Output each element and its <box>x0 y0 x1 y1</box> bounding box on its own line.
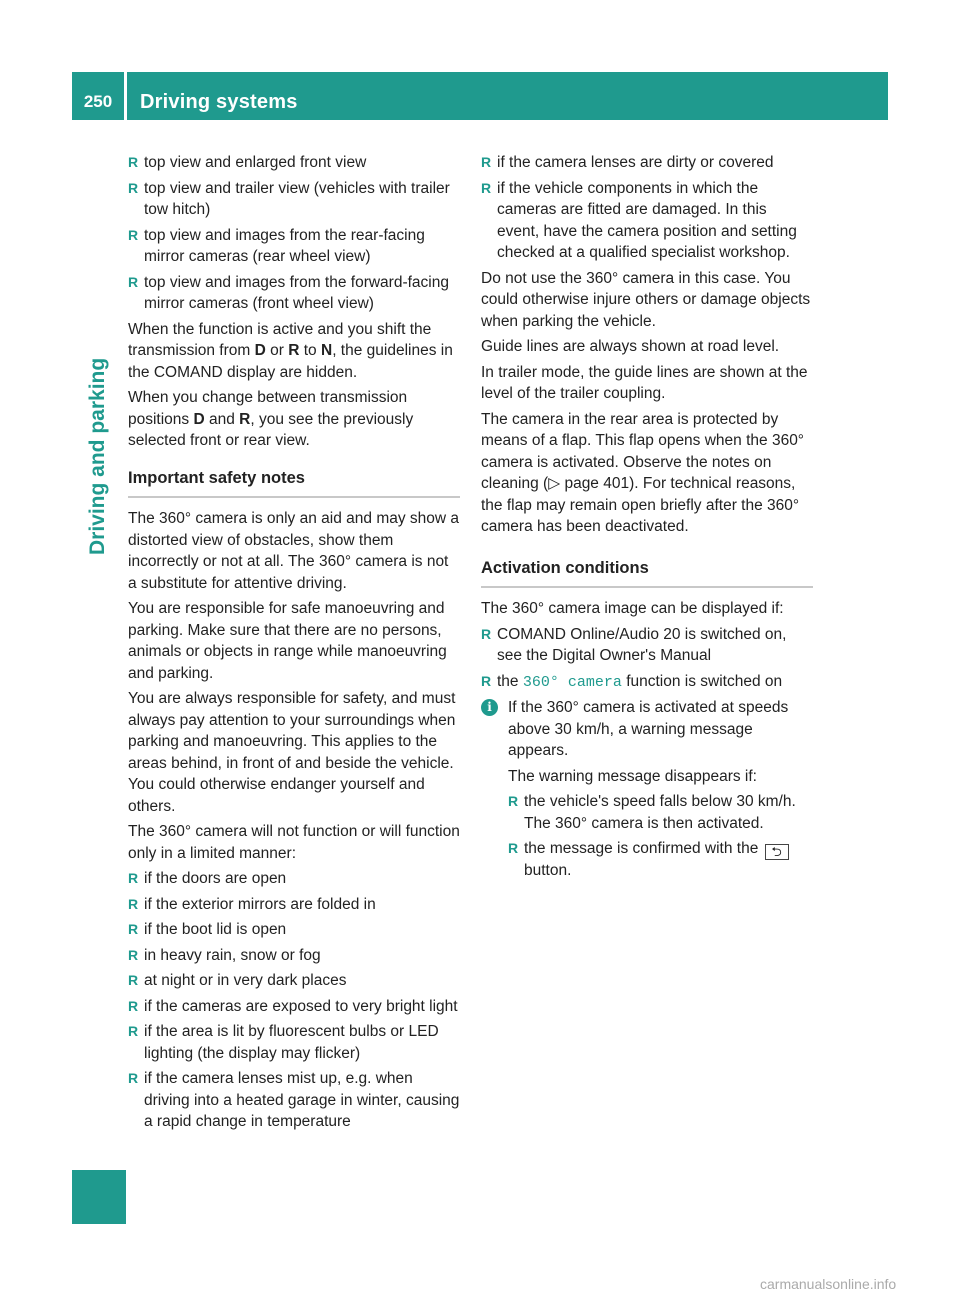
list-item: R the message is confirmed with the ⮌ button. <box>508 838 813 882</box>
side-chapter-label: Driving and parking <box>86 357 109 555</box>
subheading: Activation conditions <box>481 558 813 589</box>
section-title: Driving systems <box>140 91 298 113</box>
list-item: R the vehicle's speed falls below 30 km/h. The 360° camera is then activated. <box>508 793 796 832</box>
list-item: R if the doors are open <box>128 870 287 887</box>
paragraph: In trailer mode, the guide lines are shown at the level of the trailer coupling. <box>481 363 808 402</box>
list-item: R if the cameras are exposed to very bright light <box>128 997 458 1015</box>
subheading: Important safety notes <box>128 468 460 499</box>
list-item: R top view and trailer view (vehicles with trailer tow hitch) <box>128 179 450 218</box>
list-item: R if the camera lenses are dirty or covered <box>481 154 774 171</box>
paragraph: Guide lines are always shown at road level. <box>481 338 780 355</box>
info-note: i If the 360° camera is activated at speeds above 30 km/h, a warning message appears. The warning message disappears if: R the vehicle's speed falls below 30 km/h. The 360° camera is then activated. R the message is confirmed with the ⮌ button. <box>481 697 813 882</box>
back-button-icon: ⮌ <box>765 844 789 860</box>
list-item: R top view and images from the rear-facing mirror cameras (rear wheel view) <box>128 226 425 265</box>
paragraph: You are responsible for safe manoeuvring and parking. Make sure that there are no persons, animals or objects in range while manoeuvring and parking. <box>128 600 447 682</box>
list-item: R if the camera lenses mist up, e.g. when driving into a heated garage in winter, causing a rapid change in temperature <box>128 1070 460 1130</box>
paragraph: The 360° camera image can be displayed if: <box>481 600 784 617</box>
list-item: R if the boot lid is open <box>128 921 287 938</box>
header-divider <box>124 72 127 120</box>
list-item: R COMAND Online/Audio 20 is switched on, see the Digital Owner's Manual <box>481 625 787 664</box>
list-item: R top view and images from the forward-facing mirror cameras (front wheel view) <box>128 273 449 312</box>
list-item: R if the exterior mirrors are folded in <box>128 895 376 913</box>
page-ref-arrow-icon: ▷ <box>548 475 561 492</box>
page-number: 250 <box>83 92 113 111</box>
list-item: R if the area is lit by fluorescent bulbs or LED lighting (the display may flicker) <box>128 1023 439 1062</box>
bullet-marker: R <box>128 179 139 196</box>
paragraph: The 360° camera is only an aid and may show a distorted view of obstacles, show them incorrectly or not at all. The 360° camera is not a substitute for attentive driving. <box>128 510 460 592</box>
list-item: R at night or in very dark places <box>128 972 347 989</box>
list-item: R the 360° camera function is switched on <box>481 672 783 691</box>
paragraph: When the function is active and you shift the transmission from D or R to N, the guidelines in the COMAND display are hidden. <box>128 320 453 381</box>
paragraph: When you change between transmission positions D and R, you see the previously selected front or rear view. <box>128 389 414 449</box>
menu-function-name: 360° camera <box>522 673 622 691</box>
info-icon: i <box>481 699 498 716</box>
list-item: R top view and enlarged front view <box>128 152 460 174</box>
paragraph: Do not use the 360° camera in this case. You could otherwise injure others or damage objects when parking the vehicle. <box>481 269 811 330</box>
right-column <box>481 152 813 886</box>
side-block <box>72 1170 126 1224</box>
page-reference-link[interactable]: page 401). For technical reasons, the flap may remain open briefly after the 360° camera has been deactivated. <box>481 475 800 535</box>
bullet-marker: R <box>128 226 139 243</box>
list-item: R if the vehicle components in which the cameras are fitted are damaged. In this event, have the camera position and setting checked at a qualified specialist workshop. <box>481 179 797 261</box>
paragraph: The 360° camera will not function or will function only in a limited manner: <box>128 823 460 862</box>
paragraph: The camera in the rear area is protected by means of a flap. This flap opens when the 360° camera is activated. Observe the notes on cleaning (▷ page 401). For technical reasons, the flap may remain open briefly after the 360° camera has been deactivated. <box>481 410 805 535</box>
watermark: carmanualsonline.info <box>760 1276 897 1292</box>
bullet-marker: R <box>128 273 139 290</box>
list-item: R in heavy rain, snow or fog <box>128 946 321 964</box>
bullet-marker: R <box>128 154 139 170</box>
paragraph: You are always responsible for safety, and must always pay attention to your surroundings when parking and manoeuvring. This applies to the areas behind, in front of and beside the vehicle. You could otherwise endanger yourself and others. <box>128 690 456 815</box>
left-column <box>128 152 460 1137</box>
